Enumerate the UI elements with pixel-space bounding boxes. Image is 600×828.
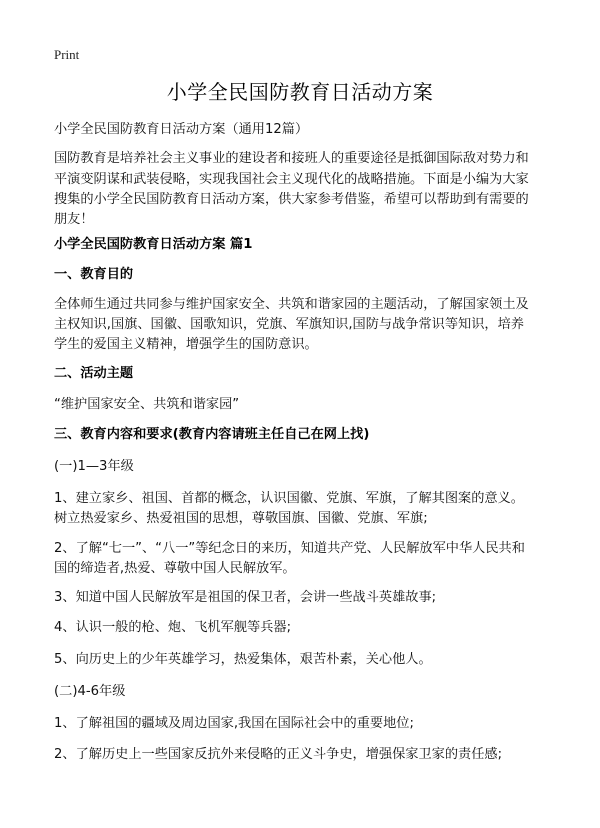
- grade-group-heading-2: (二)4-6年级: [54, 684, 126, 699]
- group1-item-5: 5、向历史上的少年英雄学习，热爱集体，艰苦朴素，关心他人。: [54, 652, 432, 667]
- group1-item-4: 4、认识一般的枪、炮、飞机军舰等兵器;: [54, 620, 292, 635]
- print-link[interactable]: Print: [54, 47, 80, 62]
- group1-item-3: 3、知道中国人民解放军是祖国的保卫者，会讲一些战斗英雄故事;: [54, 590, 437, 605]
- document-subtitle: 小学全民国防教育日活动方案（通用12篇）: [54, 122, 309, 137]
- purpose-line-1: 全体师生通过共同参与维护国家安全、共筑和谐家园的主题活动，了解国家领土及: [54, 297, 529, 312]
- group1-item-2-line-2: 国的缔造者,热爱、尊敬中国人民解放军。: [54, 561, 296, 576]
- intro-line-4: 朋友！: [54, 212, 94, 227]
- group2-item-2: 2、了解历史上一些国家反抗外来侵略的正义斗争史，增强保家卫家的责任感;: [54, 747, 503, 762]
- section-heading-theme: 二、活动主题: [54, 366, 134, 381]
- purpose-line-3: 学生的爱国主义精神，增强学生的国防意识。: [54, 337, 318, 352]
- intro-line-1: 国防教育是培养社会主义事业的建设者和接班人的重要途径是抵御国际敌对势力和: [54, 151, 529, 166]
- group1-item-2-line-1: 2、了解“七一”、“八一”等纪念日的来历，知道共产党、人民解放军中华人民共和: [54, 541, 525, 556]
- group1-item-1-line-1: 1、建立家乡、祖国、首都的概念，认识国徽、党旗、军旗，了解其图案的意义。: [54, 491, 524, 506]
- purpose-line-2: 主权知识,国旗、国徽、国歌知识，党旗、军旗知识,国防与战争常识等知识，培养: [54, 317, 524, 332]
- theme-text: “维护国家安全、共筑和谐家园”: [54, 397, 240, 412]
- document-title: 小学全民国防教育日活动方案: [166, 80, 434, 104]
- section-heading-purpose: 一、教育目的: [54, 267, 134, 282]
- grade-group-heading-1: (一)1—3年级: [54, 459, 134, 474]
- group1-item-1-line-2: 树立热爱家乡、热爱祖国的思想，尊敬国旗、国徽、党旗、军旗;: [54, 511, 428, 526]
- intro-line-3: 搜集的小学全民国防教育日活动方案，供大家参考借鉴，希望可以帮助到有需要的: [54, 192, 529, 207]
- section-heading-content: 三、教育内容和要求(教育内容请班主任自己在网上找): [54, 427, 370, 442]
- article-heading: 小学全民国防教育日活动方案 篇1: [54, 237, 253, 252]
- intro-line-2: 平演变阴谋和武装侵略，实现我国社会主义现代化的战略措施。下面是小编为大家: [54, 172, 529, 187]
- group2-item-1: 1、了解祖国的疆域及周边国家,我国在国际社会中的重要地位;: [54, 716, 414, 731]
